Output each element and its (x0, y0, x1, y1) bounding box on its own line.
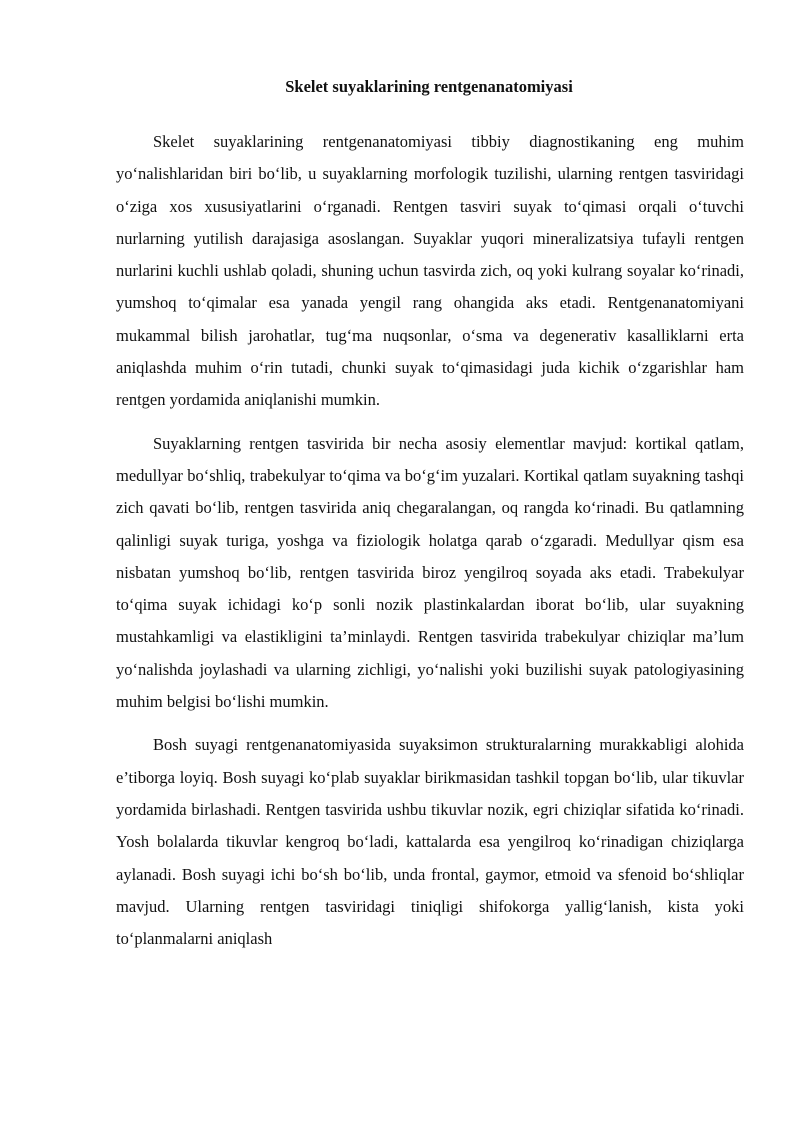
paragraph-3: Bosh suyagi rentgenanatomiyasida suyaksimon strukturalarning murakkabligi alohida e’tiborga loyiq. Bosh suyagi ko‘plab suyaklar birikmasidan tashkil topgan bo‘lib, ular tikuvlar yordamida birlashadi. Rentgen tasvirida ushbu tikuvlar nozik, egri chiziqlar sifatida ko‘rinadi. Yosh bolalarda tikuvlar kengroq bo‘ladi, kattalarda esa yengilroq ko‘rinadigan chiziqlarga aylanadi. Bosh suyagi ichi bo‘sh bo‘lib, unda frontal, gaymor, etmoid va sfenoid bo‘shliqlar mavjud. Ularning rentgen tasviridagi tiniqligi shifokorga yallig‘lanish, kista yoki to‘planmalarni aniqlash (116, 735, 744, 949)
document-title: Skelet suyaklarining rentgenanatomiyasi (285, 77, 573, 96)
paragraph-1: Skelet suyaklarining rentgenanatomiyasi tibbiy diagnostikaning eng muhim yo‘nalishlaridan biri bo‘lib, u suyaklarning morfologik tuzilishi, ularning rentgen tasviridagi o‘ziga xos xususiyatlarini o‘rganadi. Rentgen tasviri suyak to‘qimasi orqali o‘tuvchi nurlarning yutilish darajasiga asoslangan. Suyaklar yuqori mineralizatsiya tufayli rentgen nurlarini kuchli ushlab qoladi, shuning uchun tasvirda zich, oq yoki kulrang soyalar ko‘rinadi, yumshoq to‘qimalar esa yanada yengil rang ohangida aks etadi. Rentgenanatomiyani mukammal bilish jarohatlar, tug‘ma nuqsonlar, o‘sma va degenerativ kasalliklarni erta aniqlashda muhim o‘rin tutadi, chunki suyak to‘qimasidagi juda kichik o‘zgarishlar ham rentgen yordamida aniqlanishi mumkin. (116, 132, 744, 410)
document-body (116, 126, 744, 966)
paragraph-2: Suyaklarning rentgen tasvirida bir necha asosiy elementlar mavjud: kortikal qatlam, medullyar bo‘shliq, trabekulyar to‘qima va bo‘g‘im yuzalari. Kortikal qatlam suyakning tashqi zich qavati bo‘lib, rentgen tasvirida aniq chegaralangan, oq rangda ko‘rinadi. Bu qatlamning qalinligi suyak turiga, yoshga va fiziologik holatga qarab o‘zgaradi. Medullyar qism esa nisbatan yumshoq bo‘lib, rentgen tasvirida biroz yengilroq soyada aks etadi. Trabekulyar to‘qima suyak ichidagi ko‘p sonli nozik plastinkalardan iborat bo‘lib, ular suyakning mustahkamligi va elastikligini ta’minlaydi. Rentgen tasvirida trabekulyar chiziqlar ma’lum yo‘nalishda joylashadi va ularning zichligi, yo‘nalishi yoki buzilishi suyak patologiyasining muhim belgisi bo‘lishi mumkin. (116, 433, 744, 712)
